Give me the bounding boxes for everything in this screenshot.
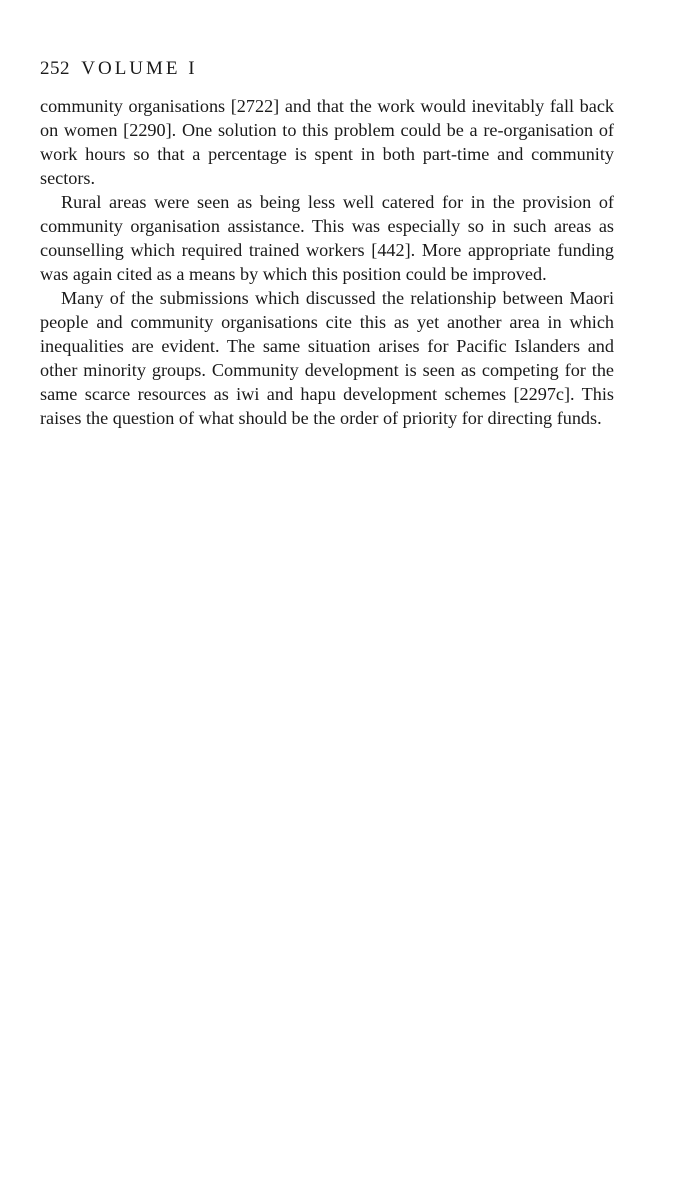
paragraph-1: community organisations [2722] and that the work would inevitably fall back on women [2290]. One solution to this problem could be a re-organisation of work hours so that a percentage is spent in both part-time and community sectors. [40,96,614,188]
paragraph-2: Rural areas were seen as being less well catered for in the provision of community organisation assistance. This was especially so in such areas as counselling which required trained workers [442]. More appropriate funding was again cited as a means by which this position could be improved. [40,192,614,284]
body-text [40,94,614,430]
paragraph-3: Many of the submissions which discussed the relationship between Maori people and community organisations cite this as yet another area in which inequalities are evident. The same situation arises for Pacific Islanders and other minority groups. Community development is seen as competing for the same scarce resources as iwi and hapu development schemes [2297c]. This raises the question of what should be the order of priority for directing funds. [40,288,614,428]
running-head [40,58,614,80]
page [40,58,614,430]
volume-label: VOLUME I [81,58,198,79]
page-number: 252 [40,58,70,79]
